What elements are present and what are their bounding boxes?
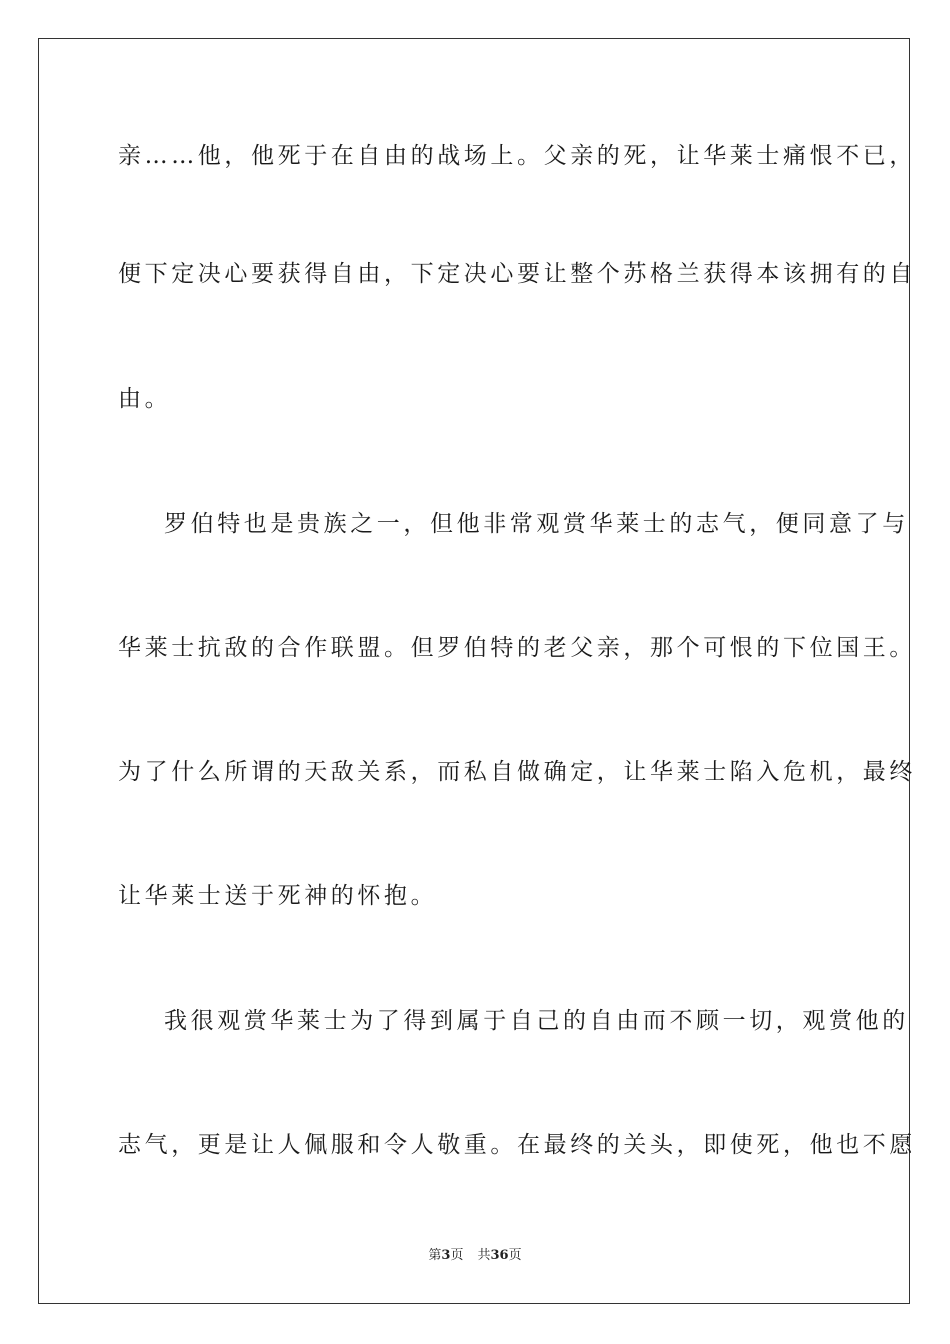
page-border (38, 38, 916, 1304)
text-line-6: 为了什么所谓的天敌关系，而私自做确定，让华莱士陷入危机，最终 (118, 759, 916, 785)
text-line-7: 让华莱士送于死神的怀抱。 (118, 883, 438, 909)
total-pages: 36 (490, 1248, 509, 1263)
text-line-2: 便下定决心要获得自由，下定决心要让整个苏格兰获得本该拥有的自 (118, 261, 916, 287)
text-line-3: 由。 (118, 386, 172, 412)
page-prefix: 第 (428, 1248, 442, 1263)
page-footer (0, 1247, 950, 1265)
total-prefix: 共 (477, 1248, 491, 1263)
page-suffix: 页 (450, 1248, 464, 1263)
text-line-1: 亲……他，他死于在自由的战场上。父亲的死，让华莱士痛恨不已， (118, 143, 916, 169)
page-number: 3 (441, 1248, 451, 1263)
paragraph-3-first-line: 我很观赏华莱士为了得到属于自己的自由而不顾一切，观赏他的 (164, 1008, 909, 1034)
text-line-5: 华莱士抗敌的合作联盟。但罗伯特的老父亲，那个可恨的下位国王。 (118, 635, 916, 661)
paragraph-2-first-line: 罗伯特也是贵族之一，但他非常观赏华莱士的志气，便同意了与 (164, 511, 909, 537)
text-line-9: 志气，更是让人佩服和令人敬重。在最终的关头，即使死，他也不愿 (118, 1132, 916, 1158)
total-suffix: 页 (508, 1248, 522, 1263)
